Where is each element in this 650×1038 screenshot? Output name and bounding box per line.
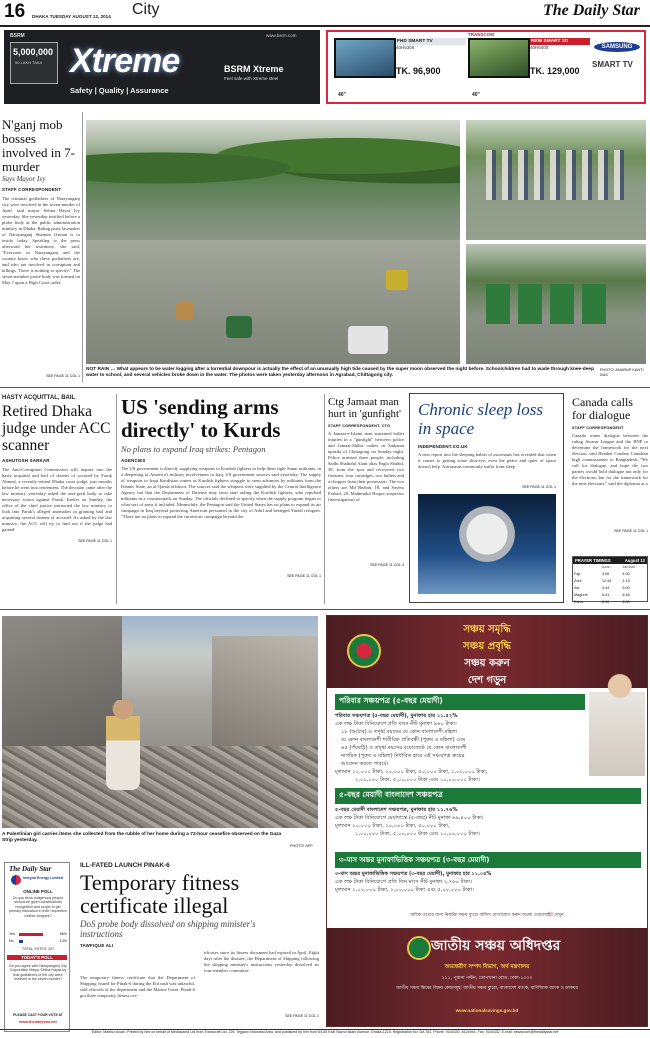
savings-bottom-sub: অভ্যন্তরীণ সম্পদ বিভাগ, অর্থ মন্ত্রণালয় <box>444 964 530 970</box>
acc-body: The Anti-Corruption Commission will inquire into the hasty acquittal and bail of dozens of accused by Faruk Ahmed, a recently-retired Dhaka court judge, just months before he went into retirement. The decision came after the law ministry yesterday asked the anti-graft body to take necessary action against Faruk. Earlier on Sunday, the office of the chief justice instructed the law ministry to look into Faruk's alleged anomalies in granting bail and acquitting several dozens of accused. As asked by the law ministry, the ACC will try to find out if the judge had gained <box>2 467 112 532</box>
vehicle-car <box>348 326 388 354</box>
savings-sec1-line: মূল্যমান ১০,০০০ টাকা, ২০,০০০ টাকা, ৫০,০০০ টাকা, ১,০০,০০০ টাকা, <box>335 769 488 775</box>
samsung-logo: SAMSUNG <box>594 42 640 52</box>
savings-bottom-addr: ২১১, পুরানা পল্টন, তোপখানা রোড, ঢাকা-১০০০ <box>441 976 533 981</box>
tv1-price: TK. 96,900 <box>396 66 441 76</box>
nganj-byline: STAFF CORRESPONDENT <box>2 187 62 192</box>
pinak-byline: TAWFIQUE ALI <box>80 943 114 948</box>
poll-paper: The Daily Star <box>9 865 52 873</box>
prayer-header-cell <box>573 564 601 571</box>
xtreme-tagline: Safety | Quality | Assurance <box>70 86 169 95</box>
ad-url: www.bsrm.com <box>266 33 297 38</box>
tv2-screen <box>468 38 530 78</box>
prayer-date: August 12 <box>624 558 645 563</box>
prayer-jamaat: 1:15 <box>622 579 630 583</box>
savings-sec1-line: ৬৫ (পঁয়ষট্টি) ও তদূর্ধ্ব বয়সের বয়োজ্যেষ্ঠ যে কোন বাংলাদেশী <box>341 745 467 751</box>
tv2-price: TK. 129,000 <box>530 66 580 76</box>
savings-bottom-note: জাতীয় সঞ্চয় স্কিমের বিক্রয় কেন্দ্রসমূহ: জাতীয় সঞ্চয় ব্যুরো, বাংলাদেশ ব্যাংক, বাণিজ্যিক ব্যাংক ও ডাকঘর <box>396 986 578 991</box>
savings-sec3-line: ৩-মাস অন্তর মুনাফাভিত্তিক সঞ্চয়পত্র (৩-বছর মেয়াদী), মুনাফার হার ১১.০৪% <box>335 871 492 877</box>
prayer-header-row <box>573 564 647 571</box>
section-title: City <box>132 1 160 18</box>
pinak-col2: tificates since its fitness document had expired in April. Eight days after the disaster, the Department of Shipping following the shipping minister's instructions yesterday dissolved its four-member committee <box>204 950 319 973</box>
prayer-timings <box>572 556 648 602</box>
poll-no-label: No <box>9 939 14 943</box>
savings-sec3-line: মূল্যমান ১,০০,০০০ টাকা, ২,০০,০০০ টাকা এবং ৫,০০,০০০ টাকা। <box>335 887 474 893</box>
savings-sec1-line: আবেদন করতে পারবে। <box>341 761 389 767</box>
tv2-specs <box>530 38 590 76</box>
us-jump: SEE PAGE 11 COL 1 <box>287 574 321 578</box>
savings-sec1-line: এক লক্ষ টাকা বিনিয়োগে প্রতি মাসে নীট মুনাফা ৯৬০ টাকা। <box>335 721 457 727</box>
girl-figure <box>106 700 140 790</box>
prayer-header-cell: Jamaat <box>622 565 635 569</box>
col-rule <box>82 112 83 382</box>
prayer-header-cell: Azan <box>601 565 611 569</box>
poll-yes-bar <box>19 933 43 936</box>
savings-sec1-line: পরিবার সঞ্চয়পত্র (৫-বছর মেয়াদী), মুনাফার হার ১১.৫২% <box>335 713 458 719</box>
ad-national-savings <box>326 615 648 1027</box>
savings-headline-1: সঞ্চয় সমৃদ্ধি <box>463 624 511 635</box>
acc-kicker: HASTY ACQUITTAL, BAIL <box>2 395 76 401</box>
savings-section-3 <box>335 852 641 894</box>
nganj-headline: N'ganj mob bosses involved in 7-murder <box>2 117 75 174</box>
savings-sec1-line: ১৮ (আঠার) ও তদূর্ধ্ব বয়সের যে কোন বাংলাদেশী মহিলা <box>341 729 457 735</box>
sponsor-logo-icon <box>11 875 21 885</box>
prayer-jamaat: 6:46 <box>622 593 630 597</box>
online-poll <box>4 862 70 1032</box>
tree-line <box>86 132 460 192</box>
ctg-headline: Ctg Jamaat man hurt in 'gunfight' <box>328 396 402 420</box>
savings-sec3-title: ৩-মাস অন্তর মুনাফাভিত্তিক সঞ্চয়পত্র (৩-বছর মেয়াদী) <box>335 852 641 868</box>
ad-sponsor: BSRM <box>10 33 25 39</box>
canada-headline: Canada calls for dialogue <box>572 395 633 422</box>
poll-no-value: 14% <box>59 939 67 943</box>
canada-jump: SEE PAGE 11 COL 1 <box>614 529 648 533</box>
nganj-subhead: Says Mayor Ivy <box>2 175 46 183</box>
prayer-title-bar <box>573 557 647 564</box>
gov-seal-icon <box>347 634 381 668</box>
savings-headline-box <box>417 622 557 690</box>
prayer-azan: 4:06 <box>601 572 610 576</box>
story-pinak <box>80 862 320 1018</box>
xtreme-badge-tagline: Feel safe with Xtreme steel <box>224 76 279 81</box>
pinak-kicker: ILL-FATED LAUNCH PINAK-6 <box>80 862 170 869</box>
today-poll-title: TODAY'S POLL <box>7 955 67 960</box>
tv1-specs <box>396 38 466 76</box>
prayer-name: Asr <box>574 586 580 590</box>
story-sleep <box>409 393 564 603</box>
footer-imprint: Editor: Mahfuz Anam. Printed by him on behalf of Mediaworld Ltd from Transcraft Ltd, 229, Tejgaon Industrial Area, and published by him from 64-65 Kazi Nazrul Islam Avenue, Dhaka-1215. Registration No: DA 781. Phone: 9144330, 8124944. Fax: 9144332. E-mail: newsroom@thedailystar.net <box>91 1030 559 1034</box>
rubble <box>2 746 318 828</box>
prayer-name: Zohr <box>574 579 582 583</box>
nganj-jump: SEE PAGE 11 COL 1 <box>46 374 80 378</box>
poll-title: ONLINE POLL <box>23 889 53 894</box>
dealer-name: TRANSCOM <box>468 32 494 37</box>
ruined-building-right <box>212 636 318 746</box>
astronaut-photo <box>418 494 556 594</box>
savings-bottom-logo-icon <box>407 936 431 960</box>
canada-byline: STAFF CORRESPONDENT <box>572 426 624 430</box>
nganj-body: The criminal godfathers of Narayanganj city were involved in the seven-murder of April, said mayor Selina Hayat Ivy yesterday. She yesterday testified before a probe body at the public administration ministry in Dhaka. Ruling party lawmaker of Narayanganj Shamim Osman is to testify today. Speaking to the press afterward her testimony, she said, "Everyone in Narayanganj and the country know who these godfathers are, and who are involved in corruption and killings. There is nothing to specify." The seven-member probe body was formed on May 7 upon a High Court order. <box>2 196 80 285</box>
col-rule <box>324 394 325 604</box>
prayer-table <box>573 564 647 606</box>
pinak-headline: Temporary fitness certificate illegal <box>80 870 240 918</box>
xtreme-badge: BSRM Xtreme <box>224 64 284 74</box>
canada-body: Canada wants dialogue between the ruling Awami League and the BNP to determine the framework for the next election, said Heather Cruden, Canadian high commissioner to Bangladesh. "We call for dialogue, and hope the two parties would hold dialogue not only for the elections, but for the framework for the next elections," said the diplomat at a <box>572 433 648 486</box>
prize-amount: 5,000,000 <box>13 47 54 57</box>
smart-tv-label: SMART TV <box>592 60 633 69</box>
prayer-jamaat: 4:30 <box>622 572 630 576</box>
tv2-name: NEW SMART 3D <box>530 38 590 45</box>
prayer-name: Fajr <box>574 572 581 576</box>
prayer-name: Maghrib <box>574 593 588 597</box>
header-rule <box>0 25 650 27</box>
story-canada <box>572 396 648 533</box>
acc-headline: Retired Dhaka judge under ACC scanner <box>2 403 111 454</box>
poll-yes-label: Yes <box>9 932 15 936</box>
prayer-azan: 6:41 <box>601 593 610 597</box>
savings-sec2-title: ৫-বছর মেয়াদী বাংলাদেশ সঞ্চয়পত্র <box>335 788 641 804</box>
savings-sec1-line: যে কোন বাংলাদেশী শারীরিক প্রতিবন্ধী (পুরুষ ও মহিলা) এবং <box>341 737 466 743</box>
vehicle-cng-2 <box>386 270 408 290</box>
poll-yes-value: 86% <box>59 932 67 936</box>
ctg-body: A Jamaat-e-Islami man sustained bullet injuries in a "gunfight" between police and Jamaat-Shibir cadres in Satkania upazila of Chittagong on Sunday night. Police arrested three people, including Sadhi Shahidul Alam alias Pagla Shahid, 38, from the spot and recovered two firearms, four cartridges, two bullets and a chopper from their possession. The two others are Md Rezbin, 18, and Sayem Farhad, 20. Mahmudul Hoque, inspector (investigation) of <box>328 431 404 502</box>
acc-jump: SEE PAGE 11 COL 1 <box>78 539 112 543</box>
story-ctg <box>328 396 404 567</box>
flood-photo-cng <box>466 244 646 364</box>
story-nganj <box>2 118 80 378</box>
savings-headline-2: সঞ্চয় প্রবৃদ্ধি <box>463 641 511 652</box>
tv2-code: 40H6400 <box>530 45 549 50</box>
us-subhead: No plans to expand Iraq strikes: Pentagon <box>121 444 266 454</box>
savings-headline-3: সঞ্চয় করুন <box>464 658 510 669</box>
us-body: The US government is directly supplying weapons to Kurdish fighters to help them fight Sunni militants, in a deepening of America's military involvement in Iraq, US government sources said yesterday. The supply of weapons to Iraqi Kurdistan comes as Kurdish fighters struggle to stem advances by militants from the Islamic State, an al-Qaeda offshoot. The sources said the weapons were supplied by the Central Intelligence Agency but that the Department of Defense may soon start aiding the Kurdish fighters, who repulsed militants in a counterattack on Sunday. The officials declined to specify when the supply program began or what sort of arms it included. Meanwhile, the Pentagon said the United States has no plans to expand its air campaign in Iraq beyond protecting American personnel in the city of Arbil and besieged Yazidi refugees. "There are no plans to expand the current air campaign beyond the <box>121 466 321 519</box>
flood-photo-main <box>86 120 460 364</box>
savings-sec3-line: এক লক্ষ টাকা বিনিয়োগে প্রতি তিন মাসে নীট মুনাফা ২,৭৬০ টাকা। <box>335 879 472 885</box>
page-header <box>0 0 650 28</box>
sleep-headline: Chronic sleep loss in space <box>418 400 543 438</box>
paper-logo: The Daily Star <box>543 2 640 19</box>
prayer-row <box>573 592 647 599</box>
poll-vote-note: PLEASE CAST YOUR VOTE AT <box>13 1013 63 1017</box>
col-rule <box>116 394 117 604</box>
prayer-jamaat: 5:00 <box>622 586 630 590</box>
page-number: 16 <box>4 1 26 22</box>
story-acc <box>2 395 112 543</box>
savings-sec2-line: মূল্যমান ১০,০০০ টাকা, ২০,০০০ টাকা, ৫০,০০০ টাকা, <box>335 823 450 829</box>
gaza-caption: A Palestinian girl carries items she collected from the rubble of her home during a 72-hour ceasefire observed on the Gaza Strip yesterday. <box>2 832 282 843</box>
ctg-jump: SEE PAGE 11 COL 4 <box>370 563 404 567</box>
story-us <box>121 396 321 578</box>
gaza-photo <box>2 616 318 828</box>
ad-samsung-tv <box>326 30 646 104</box>
tv1-screen <box>334 38 396 78</box>
prayer-name: Esha <box>574 600 583 604</box>
savings-headline-4: দেশ গড়ুন <box>467 675 507 686</box>
poll-question: Do you think indigenous people should be given constitutional recognition and scope to get primary education in their respective mother tongues? <box>9 896 67 918</box>
savings-sec1-title: পরিবার সঞ্চয়পত্র (৫-বছর মেয়াদী) <box>335 694 585 710</box>
acc-byline: ASHUTOSH SARKAR <box>2 458 50 463</box>
tv1-name: FHD SMART TV <box>396 38 466 45</box>
ad-bsrm-xtreme <box>4 30 320 104</box>
row-rule <box>0 609 650 610</box>
row-rule <box>0 387 650 388</box>
prayer-azan: 8:00 <box>601 600 610 604</box>
savings-section-2 <box>335 788 641 838</box>
poll-no-row <box>9 939 67 944</box>
ruined-building <box>2 616 122 766</box>
pinak-col1: The temporary fitness certificate that the Department of Shipping issued for Pinak-6 during the Eid rush was unlawful, said officials of the department and the Marine Court. Pinak-6 got three temporary fitness cer- <box>80 975 195 998</box>
sleep-jump: SEE PAGE 11 COL 1 <box>522 485 556 489</box>
ctg-byline: STAFF CORRESPONDENT, CTG <box>328 424 391 428</box>
cng-vehicles <box>486 284 606 324</box>
today-poll-question: Do you agree with Narayanganj City Corporation Mayor Selina Hayat Ivy that godfathers of the city were involved in the seven-murder? <box>9 964 67 982</box>
sleep-body: A new report into the sleeping habits of astronauts has revealed that when it comes to getting some shut-eye, even the peace and quiet of space doesn't help. Astronauts commonly suffer from sleep <box>418 452 556 469</box>
savings-footnote: অধিক তথ্যের জন্য নিকটস্থ সঞ্চয় ব্যুরো অফিস যোগাযোগ করুন অথবা ওয়েবসাইট দেখুন <box>410 913 564 918</box>
prize-note: 50 LAKH TAKA <box>15 60 43 65</box>
savings-sec1-line: নাগরিক (পুরুষ ও মহিলা) নির্ধারিত হারে এই সঞ্চয়পত্র ক্রয়ের <box>341 753 465 759</box>
us-headline: US 'sending arms directly' to Kurds <box>121 395 281 442</box>
prayer-row <box>573 571 647 578</box>
prayer-azan: 4:44 <box>601 586 610 590</box>
woman-figure <box>589 656 645 776</box>
savings-website[interactable]: www.nationalsavings.gov.bd <box>455 1008 519 1013</box>
pinak-jump: SEE PAGE 11 COL 1 <box>285 1014 319 1018</box>
flood-photo-schoolchildren <box>466 120 646 240</box>
prayer-row <box>573 585 647 592</box>
xtreme-logo: Xtreme <box>70 42 180 80</box>
savings-section-1 <box>335 694 585 784</box>
poll-no-bar <box>19 940 23 943</box>
flood-caption: NOT RAIN … What appears to be water logging after a torrential downpour is actually the effect of an unusually high tide caused by the super moon observed the night before. Schoolchildren had to wade through knee-deep water to school, and several vehicles broke down in the water. The photos were taken yesterday afternoon in Agrabad, Chittagong city. <box>86 367 594 378</box>
prayer-title: PRAYER TIMINGS <box>575 558 611 563</box>
us-byline: AGENCIES <box>121 458 146 463</box>
savings-sec2-line: এক লক্ষ টাকা বিনিয়োগে মেয়াদান্তে (৫-বছর) নীট মুনাফা ৬৯,৪০০ টাকা। <box>335 815 484 821</box>
poll-vote-url[interactable]: www.thedailystar.net <box>19 1020 57 1024</box>
gaza-credit: PHOTO: AFP <box>290 844 313 848</box>
vehicle-rickshaw <box>176 302 194 320</box>
savings-sec1-line: ২,০০,০০০ টাকা, ৫,০০,০০০ টাকা এবং ১০,০০,০০০ টাকা। <box>355 777 480 783</box>
poll-votes: TOTAL VOTES: 207 <box>21 947 55 951</box>
flood-water <box>86 240 460 364</box>
prayer-jamaat: 8:30 <box>622 600 630 604</box>
tv2-size: 40" <box>472 92 480 98</box>
sleep-byline: INDEPENDENT.CO.UK <box>418 444 468 449</box>
savings-bottom-title: জাতীয় সঞ্চয় অধিদপ্তর <box>431 938 561 954</box>
savings-sec2-line: ১,০০,০০০ টাকা, ৫,০০,০০০ টাকা এবং ১০,০০,০০০ টাকা। <box>355 831 480 837</box>
prayer-row <box>573 599 647 606</box>
poll-yes-row <box>9 932 67 937</box>
savings-sec2-line: ৫-বছর মেয়াদী বাংলাদেশ সঞ্চয়পত্র, মুনাফার হার ১১.৭৬% <box>335 807 458 813</box>
poll-sponsor: Integral Energy Limited <box>23 876 63 880</box>
prayer-row <box>573 578 647 585</box>
tv1-size: 40" <box>338 92 346 98</box>
tv1-code: 40H5300 <box>396 45 415 50</box>
prize-box <box>10 42 58 84</box>
flood-credit: PHOTO: ANURUP KANTI DAS <box>600 368 644 377</box>
vehicle-cng <box>226 316 252 338</box>
dateline: DHAKA TUESDAY AUGUST 12, 2014 <box>32 14 111 19</box>
prayer-azan: 12:45 <box>601 579 612 583</box>
children-group <box>486 150 626 200</box>
pinak-subhead: DoS probe body dissolved on shipping minister's instructions <box>80 919 256 939</box>
